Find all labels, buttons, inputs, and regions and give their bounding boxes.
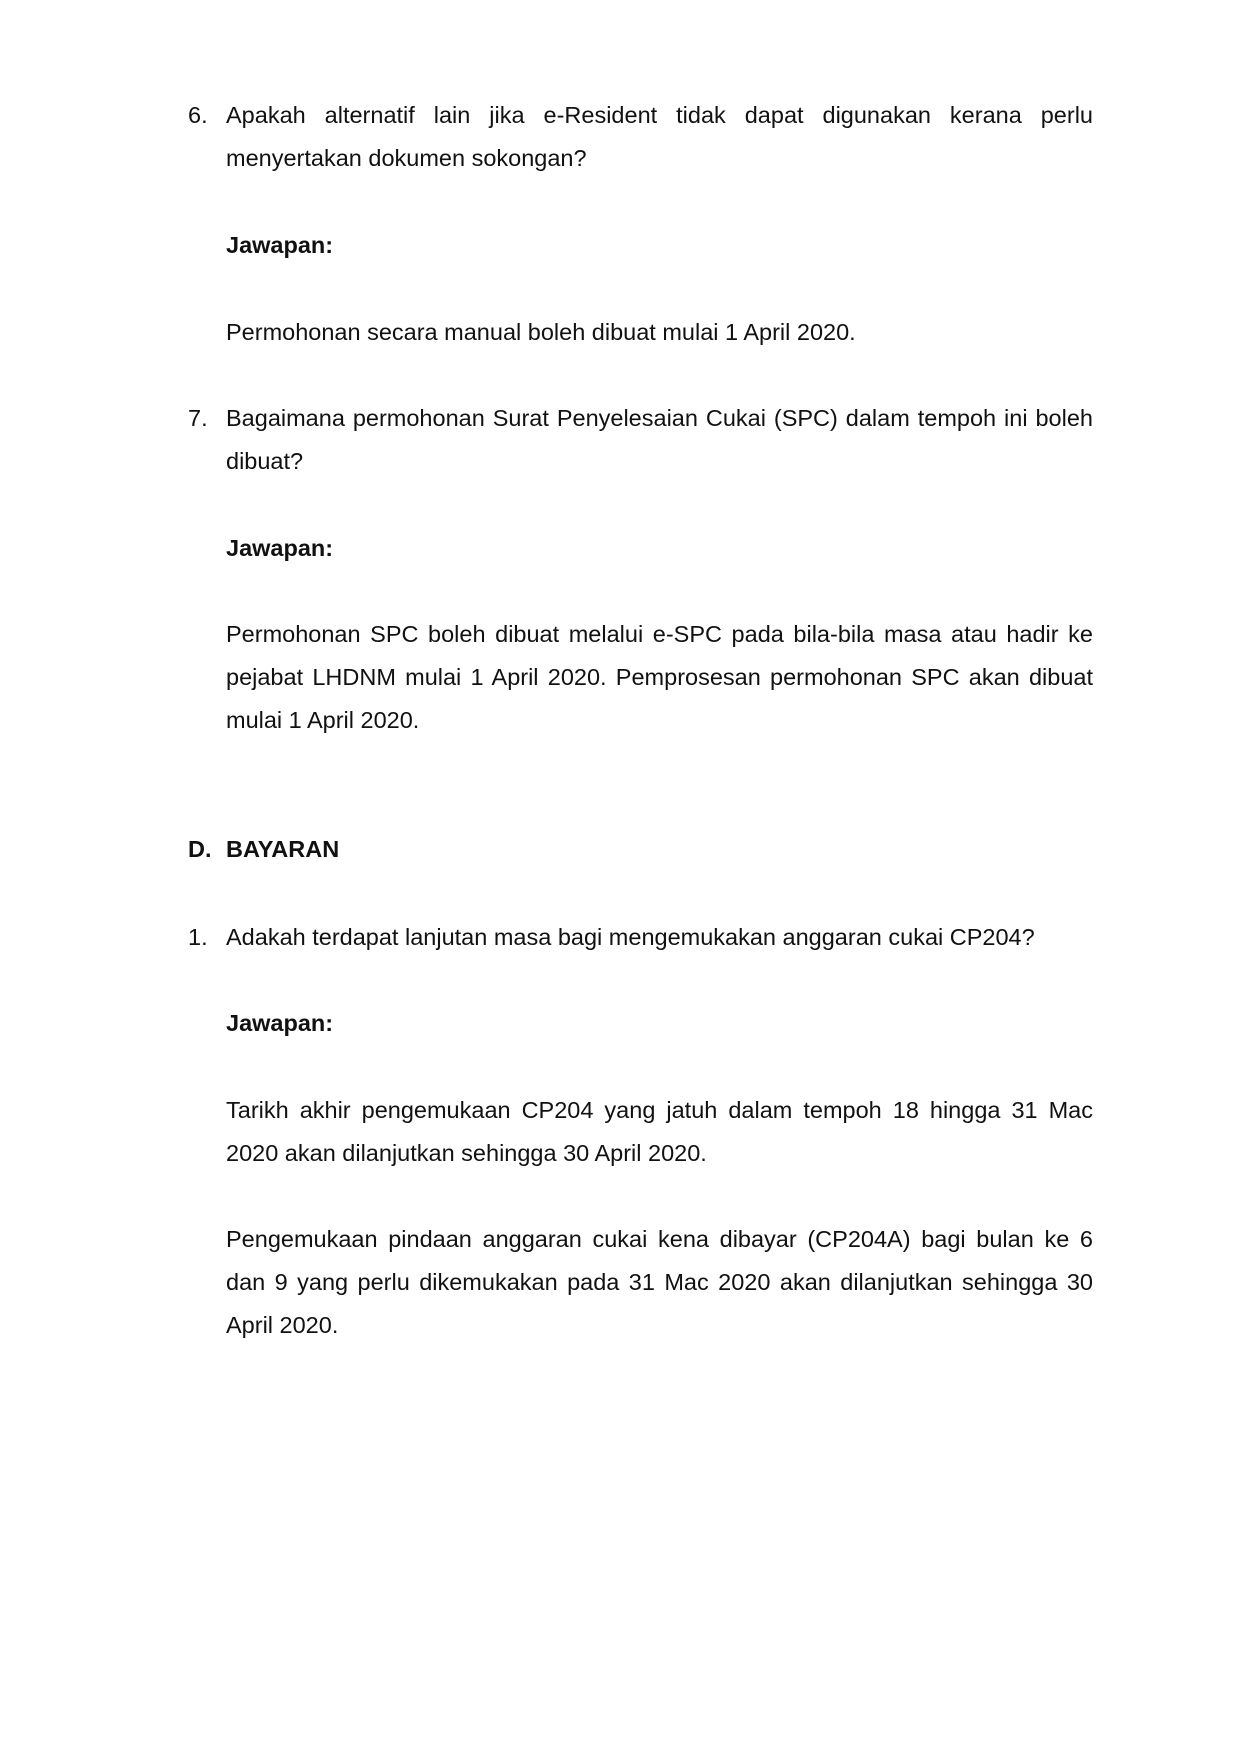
answer-text: Permohonan secara manual boleh dibuat mulai 1 April 2020. [226,319,856,345]
answer-label: Jawapan: [226,535,334,561]
item-number: 6. [188,102,208,128]
answer-text: Permohonan SPC boleh dibuat melalui e-SPC pada bila-bila masa atau hadir ke pejabat LHDNM mulai 1 April 2020. Pemprosesan permohonan SPC akan dibuat mulai 1 April 2020. [226,621,1093,733]
question-text: Apakah alternatif lain jika e-Resident tidak dapat digunakan kerana perlu menyertakan dokumen sokongan? [226,102,1093,171]
question-text: Bagaimana permohonan Surat Penyelesaian Cukai (SPC) dalam tempoh ini boleh dibuat? [226,405,1093,474]
item-number: 7. [188,405,208,431]
answer-label: Jawapan: [226,232,334,258]
answer-label: Jawapan: [226,1010,334,1036]
answer-paragraph: Pengemukaan pindaan anggaran cukai kena dibayar (CP204A) bagi bulan ke 6 dan 9 yang perlu dikemukakan pada 31 Mac 2020 akan dilanjutkan sehingga 30 April 2020. [226,1226,1093,1338]
section-heading [188,828,339,871]
section-letter: D. [188,836,212,862]
section-title: BAYARAN [226,836,340,862]
question-text: Adakah terdapat lanjutan masa bagi mengemukakan anggaran cukai CP204? [226,924,1035,950]
item-number: 1. [188,924,208,950]
answer-paragraph: Tarikh akhir pengemukaan CP204 yang jatuh dalam tempoh 18 hingga 31 Mac 2020 akan dilanjutkan sehingga 30 April 2020. [226,1097,1093,1166]
